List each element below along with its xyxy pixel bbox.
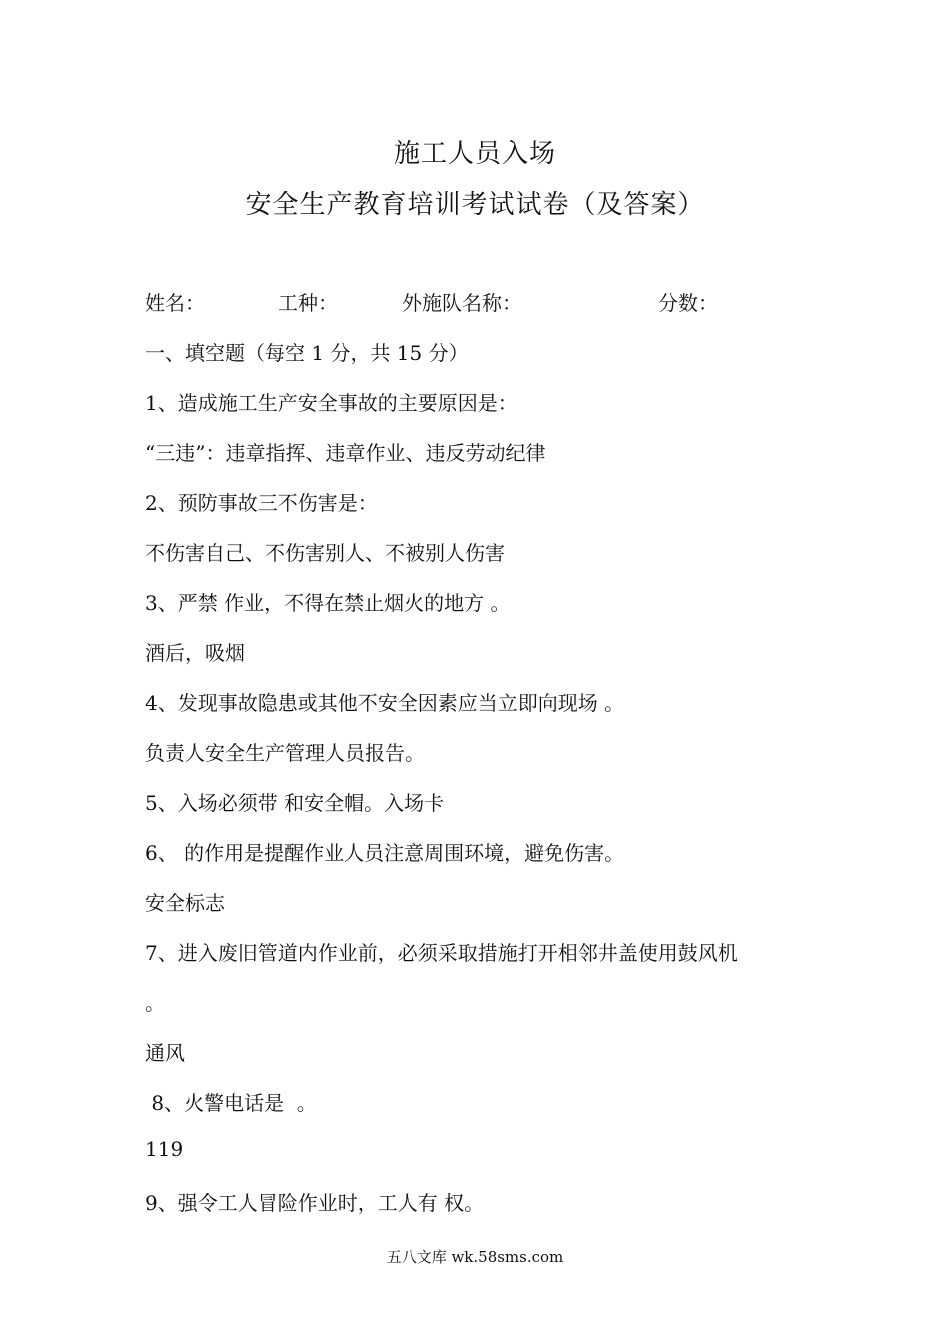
page-footer-watermark: 五八文库 wk.58sms.com [386,1248,564,1266]
question-line: 4、发现事故隐患或其他不安全因素应当立即向现场 。 [145,691,625,715]
team-label: 外施队名称： [402,291,522,315]
answer-line: “三违”：违章指挥、违章作业、违反劳动纪律 [145,441,546,465]
question-line: 9、强令工人冒险作业时，工人有 权。 [145,1191,485,1215]
question-line: 6、 的作用是提醒作业人员注意周围环境，避免伤害。 [145,841,625,865]
name-label: 姓名： [145,291,205,315]
question-line-continued: 。 [145,991,165,1015]
question-line: 7、进入废旧管道内作业前，必须采取措施打开相邻井盖使用鼓风机 [145,941,738,965]
answer-line: 不伤害自己、不伤害别人、不被别人伤害 [145,541,505,565]
document-title-line1: 施工人员入场 [393,139,556,169]
score-label: 分数： [658,291,718,315]
answer-line: 通风 [145,1041,185,1065]
answer-line: 酒后，吸烟 [145,641,245,665]
document-title-line2: 安全生产教育培训考试试卷（及答案） [245,190,705,220]
question-line: 5、入场必须带 和安全帽。入场卡 [145,791,445,815]
question-line: 8、火警电话是 。 [145,1091,317,1115]
answer-line: 119 [145,1137,184,1161]
answer-line: 负责人安全生产管理人员报告。 [145,741,425,765]
exam-header-fields [145,287,805,317]
question-line: 2、预防事故三不伤害是： [145,491,378,515]
section-heading: 一、填空题（每空 1 分，共 15 分） [145,341,469,365]
question-line: 3、严禁 作业，不得在禁止烟火的地方 。 [145,591,511,615]
question-line: 1、造成施工生产安全事故的主要原因是： [145,391,518,415]
answer-line: 安全标志 [145,891,225,915]
trade-label: 工种： [278,291,338,315]
